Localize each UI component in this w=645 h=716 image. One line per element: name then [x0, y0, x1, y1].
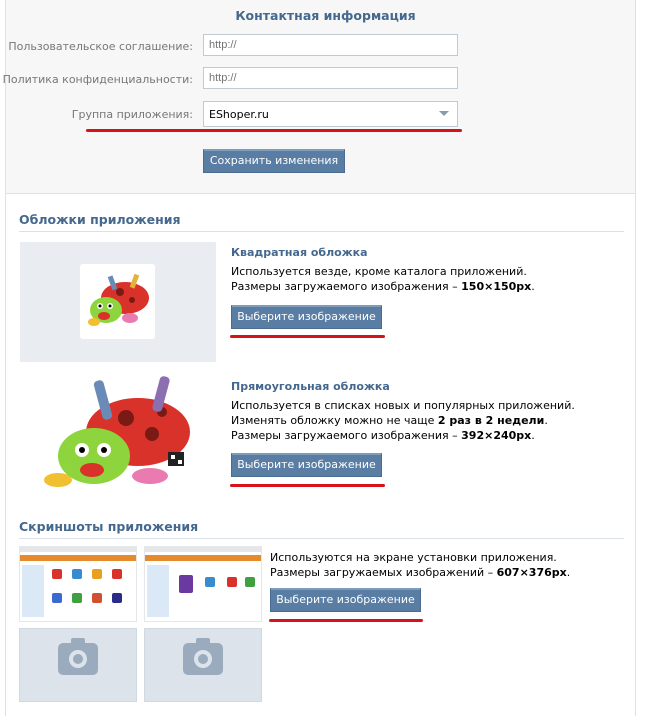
screenshots-size-label: Размеры загружаемых изображений –	[270, 566, 497, 579]
rect-cover-size: 392×240px	[461, 429, 532, 442]
rect-cover-line3	[231, 428, 575, 443]
product-thumb	[92, 593, 102, 603]
square-cover-image	[80, 264, 155, 339]
highlight-underline	[230, 335, 385, 338]
product-thumb	[112, 569, 122, 579]
rect-cover-select-button[interactable]: Выберите изображение	[231, 453, 382, 477]
square-cover-line2-end: .	[531, 280, 535, 293]
square-cover-title: Квадратная обложка	[231, 246, 368, 259]
camera-icon	[58, 643, 98, 675]
settings-panel	[2, 0, 636, 716]
product-thumb	[245, 577, 255, 587]
screenshot-nav	[145, 555, 261, 561]
screenshots-select-button[interactable]: Выберите изображение	[270, 588, 421, 612]
product-thumb	[112, 593, 122, 603]
covers-section-title: Обложки приложения	[19, 212, 624, 232]
chevron-down-icon[interactable]	[439, 111, 449, 116]
square-cover-desc	[231, 264, 535, 294]
screenshot-header	[145, 547, 261, 552]
contact-title: Контактная информация	[235, 8, 416, 23]
screenshots-size: 607×376px	[496, 566, 567, 579]
screenshots-line1: Используются на экране установки приложения.	[270, 551, 557, 564]
rect-cover-limit: 2 раз в 2 недели	[437, 414, 545, 427]
highlight-underline	[230, 484, 385, 487]
user-agreement-label: Пользовательское соглашение:	[8, 40, 193, 53]
camera-lens	[69, 650, 87, 668]
screenshot-thumb-2[interactable]	[144, 546, 262, 622]
screenshot-sidebar	[22, 565, 44, 617]
rect-cover-line2-end: .	[544, 414, 548, 427]
rect-cover-line1: Используется в списках новых и популярных приложений.	[231, 399, 575, 412]
user-agreement-input[interactable]	[203, 34, 458, 56]
rect-cover-title: Прямоугольная обложка	[231, 380, 390, 393]
app-group-value: EShoper.ru	[209, 108, 269, 121]
screenshots-line2	[270, 565, 570, 580]
rect-cover-line2	[231, 413, 575, 428]
contact-section	[2, 0, 635, 194]
camera-lens-inner	[73, 654, 83, 664]
app-group-select[interactable]	[203, 101, 458, 127]
product-thumb	[92, 569, 102, 579]
screenshot-nav	[20, 555, 136, 561]
toy-ladybug-image	[38, 372, 208, 497]
camera-lens-inner	[198, 654, 208, 664]
screenshot-sidebar	[147, 565, 169, 617]
camera-lens	[194, 650, 212, 668]
square-cover-preview	[20, 242, 216, 362]
toy-ladybug-image	[80, 264, 155, 339]
screenshots-line2-end: .	[566, 566, 571, 579]
product-thumb	[52, 569, 62, 579]
screenshot-header	[20, 547, 136, 552]
rect-cover-preview	[38, 372, 208, 497]
rect-cover-limit-label: Изменять обложку можно не чаще	[231, 414, 438, 427]
privacy-policy-input[interactable]	[203, 67, 458, 89]
square-cover-line1: Используется везде, кроме каталога приложений.	[231, 265, 527, 278]
screenshot-placeholder-2[interactable]	[144, 628, 262, 702]
product-thumb	[227, 577, 237, 587]
camera-icon	[183, 643, 223, 675]
product-thumb	[72, 593, 82, 603]
highlight-underline	[86, 129, 462, 132]
square-cover-line2	[231, 279, 535, 294]
app-group-label: Группа приложения:	[71, 108, 193, 121]
square-cover-select-button[interactable]: Выберите изображение	[231, 305, 382, 329]
product-thumb	[72, 569, 82, 579]
screenshot-placeholder-1[interactable]	[19, 628, 137, 702]
screenshots-desc	[270, 550, 570, 580]
product-thumb	[179, 575, 193, 593]
product-thumb	[52, 593, 62, 603]
highlight-underline	[269, 619, 423, 622]
save-button[interactable]: Сохранить изменения	[203, 149, 345, 173]
rect-cover-size-label: Размеры загружаемого изображения –	[231, 429, 462, 442]
screenshots-section-title: Скриншоты приложения	[19, 519, 624, 539]
square-cover-size-label: Размеры загружаемого изображения –	[231, 280, 462, 293]
product-thumb	[205, 577, 215, 587]
privacy-policy-label: Политика конфиденциальности:	[2, 73, 193, 86]
screenshot-thumb-1[interactable]	[19, 546, 137, 622]
square-cover-size: 150×150px	[461, 280, 532, 293]
rect-cover-desc	[231, 398, 575, 443]
rect-cover-line3-end: .	[531, 429, 535, 442]
